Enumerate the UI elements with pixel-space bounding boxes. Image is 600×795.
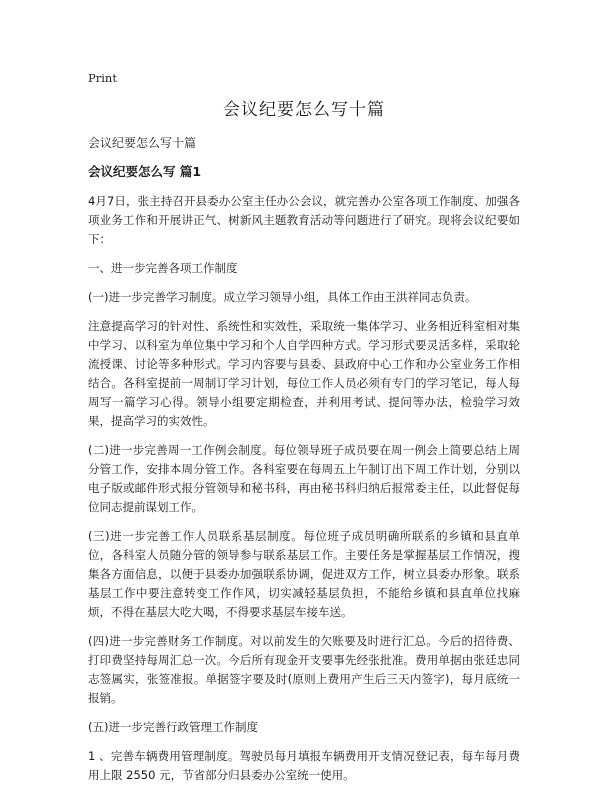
paragraph-vehicle-costs: 1 、完善车辆费用管理制度。驾驶员每月填报车辆费用开支情况登记表，每车每月费用上限 2550 元，节省部分归县委办公室统一使用。 xyxy=(88,749,520,782)
document-subtitle: 会议纪要怎么写十篇 xyxy=(88,136,197,150)
paragraph-heading-1: 一、进一步完善各项工作制度 xyxy=(88,261,238,275)
print-link[interactable]: Print xyxy=(88,71,117,85)
paragraph-monday-meeting: (二)进一步完善周一工作例会制度。每位领导班子成员要在周一例会上简要总结上周分管工作，安排本周分管工作。各科室要在每周五上午制订出下周工作计划，分别以电子版或邮件形式报分管领导和秘书科，再由秘书科归纳后报常委主任，以此督促每位同志提前谋划工作。 xyxy=(88,443,520,514)
paragraph-study-system: (一)进一步完善学习制度。成立学习领导小组，具体工作由王洪祥同志负责。 xyxy=(88,290,477,304)
document-page xyxy=(88,70,520,795)
paragraph-intro: 4月7日，张主持召开县委办公室主任办公会议，就完善办公室各项工作制度、加强各项业务工作和开展讲正气、树新风主题教育活动等问题进行了研究。现将会议纪要如下： xyxy=(88,194,520,246)
paragraph-study-details: 注意提高学习的针对性、系统性和实效性，采取统一集体学习、业务相近科室相对集中学习、以科室为单位集中学习和个人自学四种方式。学习形式要灵活多样，采取轮流授课、讨论等多种形式。学习内容要与县委、县政府中心工作和办公室业务工作相结合。各科室提前一周制订学习计划，每位工作人员必须有专门的学习笔记，每人每周写一篇学习心得。领导小组要定期检查，并利用考试、提问等办法，检验学习效果，提高学习的实效性。 xyxy=(88,319,520,428)
paragraph-admin-heading: (五)进一步完善行政管理工作制度 xyxy=(88,720,258,734)
paragraph-grassroots-contact: (三)进一步完善工作人员联系基层制度。每位班子成员明确所联系的乡镇和县直单位，各科室人员随分管的领导参与联系基层工作。主要任务是掌握基层工作情况，搜集各方面信息，以便于县委办加强联系协调，促进双方工作，树立县委办形象。联系基层工作中要注意转变工作作风，切实减轻基层负担，不能给乡镇和县直单位找麻烦，不得在基层大吃大喝，不得要求基层车接车送。 xyxy=(88,529,520,619)
paragraph-finance-system: (四)进一步完善财务工作制度。对以前发生的欠账要及时进行汇总。今后的招待费、打印费坚持每周汇总一次。今后所有现金开支要事先经张批准。费用单据由张廷忠同志签属实，张签准报。单据签字要及时(原则上费用产生后三天内签字)，每月底统一报销。 xyxy=(88,634,520,705)
section-heading: 会议纪要怎么写 篇1 xyxy=(88,164,202,179)
document-title: 会议纪要怎么写十篇 xyxy=(223,100,385,120)
